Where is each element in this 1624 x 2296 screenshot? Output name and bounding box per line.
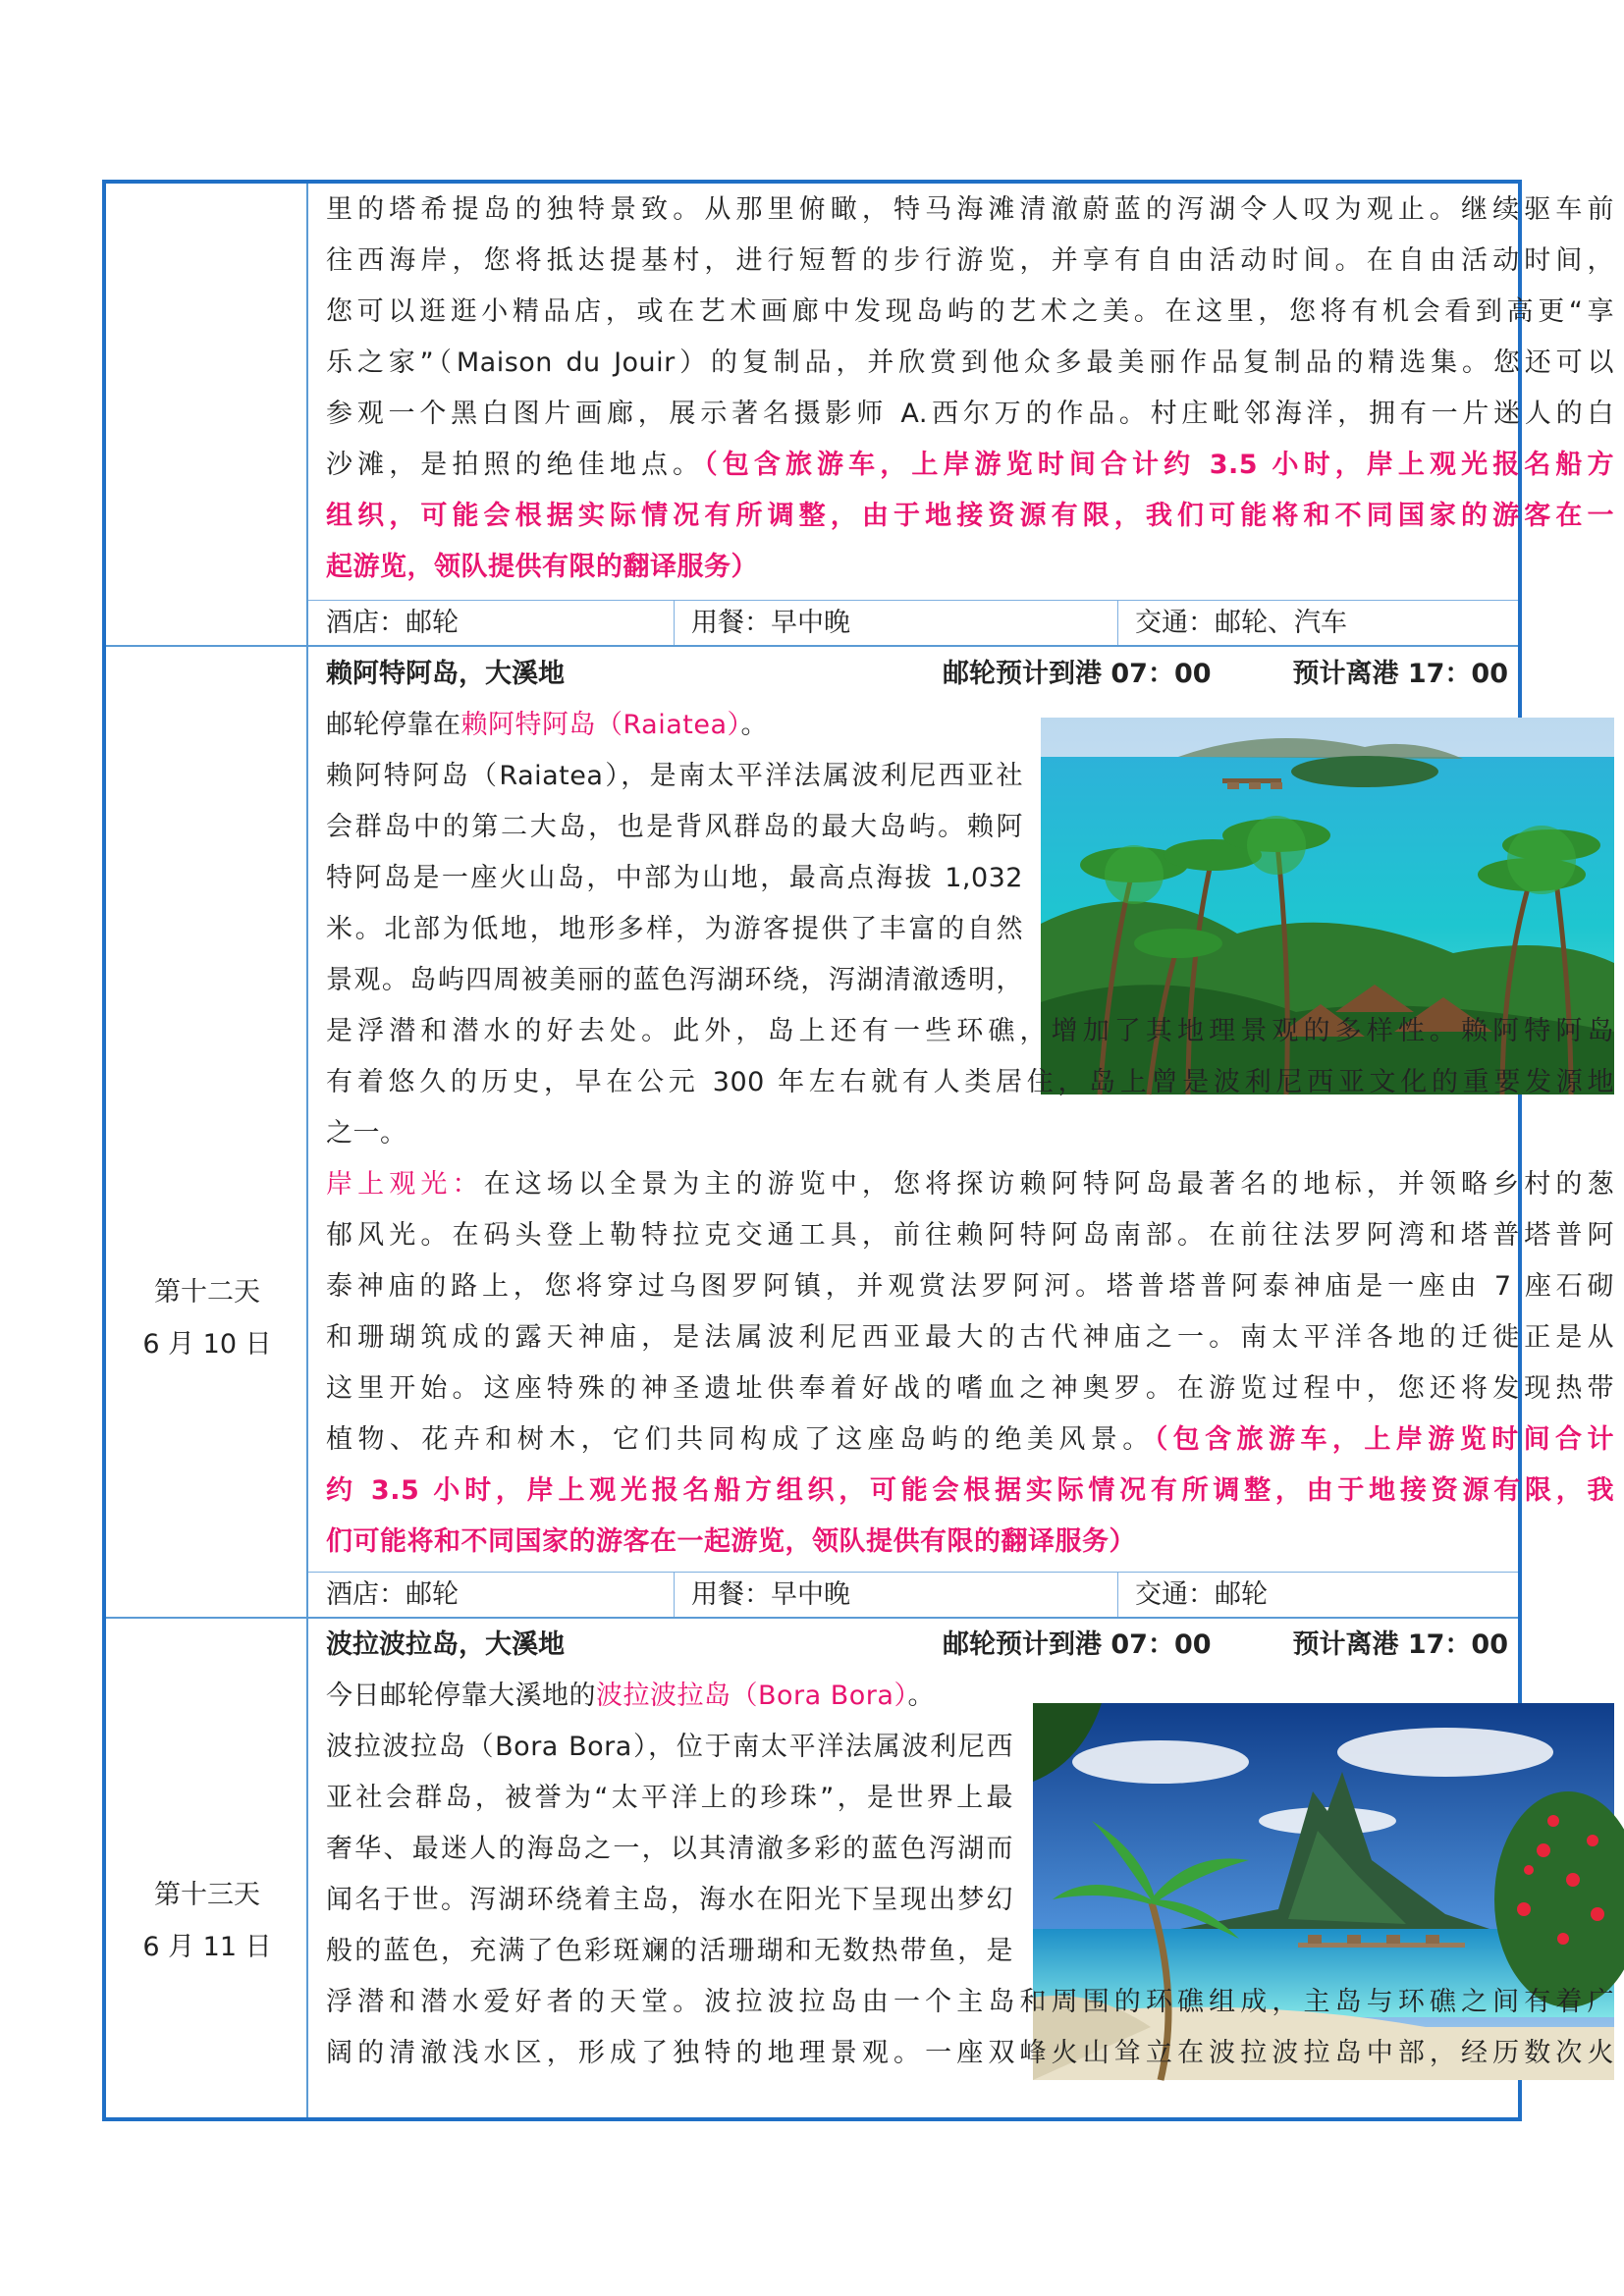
- departure-time: 预计离港 17：00: [1292, 659, 1508, 689]
- description-line: 亚社会群岛，被誉为“太平洋上的珍珠”，是世界上最: [326, 1783, 1013, 1813]
- description-line: 是浮潜和潜水的好去处。此外，岛上还有一些环礁，增加了其地理景观的多样性。赖阿特阿岛: [326, 1016, 1614, 1046]
- continued-text-line: 沙滩，是拍照的绝佳地点。（包含旅游车，上岸游览时间合计约 3.5 小时，岸上观光报名船方: [326, 450, 1615, 480]
- continued-text-line: 参观一个黑白图片画廊，展示著名摄影师 A.西尔万的作品。村庄毗邻海洋，拥有一片迷人的白: [326, 399, 1614, 429]
- hotel-info: 酒店：邮轮: [326, 608, 459, 638]
- excursion-note-line: 起游览，领队提供有限的翻译服务）: [326, 552, 758, 582]
- shore-excursion-line: 和珊瑚筑成的露天神庙，是法属波利尼西亚最大的古代神庙之一。南太平洋各地的迁徙正是从: [326, 1322, 1614, 1353]
- continued-text-line: 您可以逛逛小精品店，或在艺术画廊中发现岛屿的艺术之美。在这里，您将有机会看到高更“享: [326, 296, 1614, 327]
- itinerary-table: [102, 180, 1615, 2121]
- port-title: 赖阿特阿岛，大溪地: [326, 659, 565, 689]
- description-line: 阔的清澈浅水区，形成了独特的地理景观。一座双峰火山耸立在波拉波拉岛中部，经历数次火: [326, 2038, 1614, 2068]
- departure-time: 预计离港 17：00: [1292, 1629, 1508, 1660]
- meals-info: 用餐：早中晚: [691, 608, 850, 638]
- shore-excursion-label: 岸上观光：: [326, 1169, 484, 1200]
- description-line: 波拉波拉岛（Bora Bora），位于南太平洋法属波利尼西: [326, 1732, 1013, 1762]
- excursion-note-line: 约 3.5 小时，岸上观光报名船方组织，可能会根据实际情况有所调整，由于地接资源有限，我: [326, 1475, 1614, 1506]
- transport-info: 交通：邮轮: [1135, 1579, 1268, 1610]
- meals-info: 用餐：早中晚: [691, 1579, 850, 1610]
- description-line: 米。北部为低地，地形多样，为游客提供了丰富的自然: [326, 914, 1023, 944]
- description-line: 景观。岛屿四周被美丽的蓝色泻湖环绕，泻湖清澈透明，: [326, 965, 1023, 995]
- arrival-time: 邮轮预计到港 07：00: [943, 659, 1212, 689]
- intro-line: 今日邮轮停靠大溪地的波拉波拉岛（Bora Bora）。: [326, 1681, 935, 1711]
- day-number: 第十三天: [154, 1880, 260, 1910]
- excursion-note: （包含旅游车，上岸游览时间合计约 3.5 小时，岸上观光报名船方: [704, 450, 1615, 480]
- shore-excursion-line: 郁风光。在码头登上勒特拉克交通工具，前往赖阿特阿岛南部。在前往法罗阿湾和塔普塔普阿: [326, 1220, 1614, 1251]
- description-line: 有着悠久的历史，早在公元 300 年左右就有人类居住，岛上曾是波利尼西亚文化的重要发源地: [326, 1067, 1614, 1097]
- description-line: 闻名于世。泻湖环绕着主岛，海水在阳光下呈现出梦幻: [326, 1885, 1013, 1915]
- shore-excursion-line: 岸上观光：在这场以全景为主的游览中，您将探访赖阿特阿岛最著名的地标，并领略乡村的葱: [326, 1169, 1614, 1200]
- arrival-time: 邮轮预计到港 07：00: [943, 1629, 1212, 1660]
- description-line: 般的蓝色，充满了色彩斑斓的活珊瑚和无数热带鱼，是: [326, 1936, 1013, 1966]
- description-line: 之一。: [326, 1118, 407, 1148]
- excursion-note: （包含旅游车，上岸游览时间合计: [1154, 1424, 1615, 1455]
- day-number: 第十二天: [154, 1277, 260, 1308]
- day-date: 6 月 11 日: [142, 1932, 272, 1962]
- description-line: 浮潜和潜水爱好者的天堂。波拉波拉岛由一个主岛和周围的环礁组成，主岛与环礁之间有着广: [326, 1987, 1614, 2017]
- hotel-info: 酒店：邮轮: [326, 1579, 459, 1610]
- description-line: 会群岛中的第二大岛，也是背风群岛的最大岛屿。赖阿: [326, 812, 1023, 842]
- continued-text-line: 里的塔希提岛的独特景致。从那里俯瞰，特马海滩清澈蔚蓝的泻湖令人叹为观止。继续驱车前: [326, 194, 1614, 225]
- port-title: 波拉波拉岛，大溪地: [326, 1629, 565, 1660]
- continued-text-line: 往西海岸，您将抵达提基村，进行短暂的步行游览，并享有自由活动时间。在自由活动时间，: [326, 245, 1614, 276]
- description-line: 赖阿特阿岛（Raiatea），是南太平洋法属波利尼西亚社: [326, 761, 1023, 791]
- shore-excursion-line: 泰神庙的路上，您将穿过乌图罗阿镇，并观赏法罗阿河。塔普塔普阿泰神庙是一座由 7 座石砌: [326, 1271, 1614, 1302]
- day-column: [106, 184, 308, 2117]
- description-line: 特阿岛是一座火山岛，中部为山地，最高点海拔 1,032: [326, 863, 1023, 893]
- day-date: 6 月 10 日: [142, 1329, 272, 1360]
- continued-text-line: 乐之家”（Maison du Jouir）的复制品，并欣赏到他众多最美丽作品复制品的精选集。您还可以: [326, 347, 1614, 378]
- shore-excursion-line: 植物、花卉和树木，它们共同构成了这座岛屿的绝美风景。（包含旅游车，上岸游览时间合计: [326, 1424, 1615, 1455]
- port-name: 波拉波拉岛（Bora Bora）: [596, 1681, 908, 1711]
- port-name: 赖阿特阿岛（Raiatea）: [460, 710, 741, 740]
- intro-line: 邮轮停靠在赖阿特阿岛（Raiatea）。: [326, 710, 769, 740]
- shore-excursion-line: 这里开始。这座特殊的神圣遗址供奉着好战的嗜血之神奥罗。在游览过程中，您还将发现热带: [326, 1373, 1614, 1404]
- excursion-note-line: 们可能将和不同国家的游客在一起游览，领队提供有限的翻译服务）: [326, 1526, 1136, 1557]
- description-line: 奢华、最迷人的海岛之一，以其清澈多彩的蓝色泻湖而: [326, 1834, 1013, 1864]
- excursion-note-line: 组织，可能会根据实际情况有所调整，由于地接资源有限，我们可能将和不同国家的游客在一: [326, 501, 1614, 531]
- transport-info: 交通：邮轮、汽车: [1135, 608, 1347, 638]
